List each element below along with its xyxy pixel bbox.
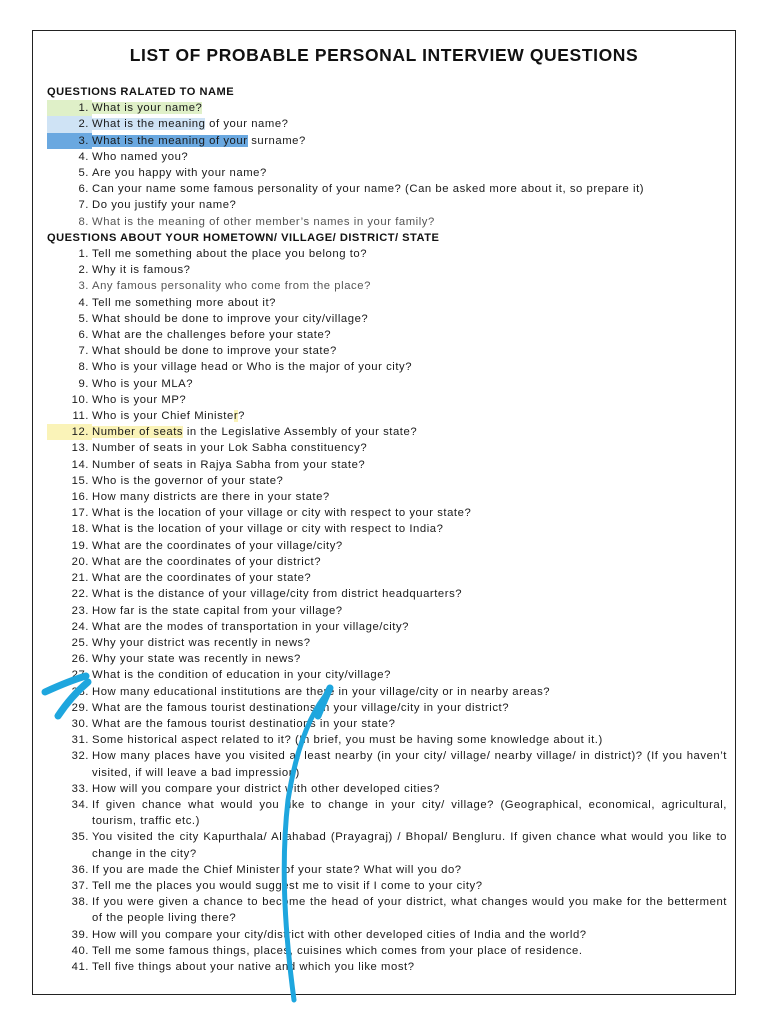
question-item bbox=[47, 732, 727, 748]
question-number: 17. bbox=[71, 507, 89, 520]
question-item bbox=[47, 197, 727, 213]
question-item bbox=[47, 181, 727, 197]
question-text: Tell me something about the place you belong to? bbox=[92, 248, 368, 261]
question-number: 30. bbox=[71, 717, 89, 730]
question-item bbox=[47, 359, 727, 375]
question-number: 2. bbox=[47, 116, 92, 132]
question-item bbox=[47, 862, 727, 878]
question-text: How many educational institutions are there in your village/city or in nearby areas? bbox=[92, 685, 551, 698]
question-text: Are you happy with your name? bbox=[92, 167, 267, 180]
question-text: Number of seats in your Lok Sabha constituency? bbox=[92, 442, 368, 455]
question-text: Tell me some famous things, places, cuisines which comes from your place of residence. bbox=[92, 944, 583, 957]
question-item bbox=[47, 489, 727, 505]
question-text: How will you compare your district with other developed cities? bbox=[92, 782, 440, 795]
question-item bbox=[47, 327, 727, 343]
question-item bbox=[47, 667, 727, 683]
question-number: 12. bbox=[47, 424, 92, 440]
question-number: 41. bbox=[71, 960, 89, 973]
question-number: 6. bbox=[78, 329, 89, 342]
question-item bbox=[47, 959, 727, 975]
question-number: 31. bbox=[71, 734, 89, 747]
question-text: What are the coordinates of your village/city? bbox=[92, 539, 343, 552]
question-item bbox=[47, 797, 727, 829]
question-number: 10. bbox=[71, 393, 89, 406]
question-number: 34. bbox=[71, 798, 89, 811]
text-highlight: r bbox=[233, 410, 239, 423]
question-number: 37. bbox=[71, 879, 89, 892]
question-text: If you were given a chance to become the head of your district, what changes would you make for the betterment of the people living there? bbox=[92, 896, 727, 925]
question-text: How will you compare your city/district with other developed cities of India and the world? bbox=[92, 928, 587, 941]
question-text: How many places have you visited at least nearby (in your city/ village/ nearby village/ in district)? (If you haven’t visited, if will leave a bad impression) bbox=[92, 750, 727, 779]
question-item bbox=[47, 781, 727, 797]
question-item bbox=[47, 376, 727, 392]
question-item bbox=[47, 440, 727, 456]
question-number: 7. bbox=[78, 199, 89, 212]
question-number: 2. bbox=[78, 264, 89, 277]
question-number: 1. bbox=[47, 100, 92, 116]
question-text: Tell five things about your native and which you like most? bbox=[92, 960, 415, 973]
question-number: 1. bbox=[78, 248, 89, 261]
question-number: 8. bbox=[78, 361, 89, 374]
question-item bbox=[47, 473, 727, 489]
question-number: 28. bbox=[71, 685, 89, 698]
question-number: 16. bbox=[71, 491, 89, 504]
question-item bbox=[47, 943, 727, 959]
question-text: What are the modes of transportation in your village/city? bbox=[92, 620, 409, 633]
question-number: 29. bbox=[71, 701, 89, 714]
question-text: What are the famous tourist destinations in your state? bbox=[92, 717, 396, 730]
text-highlight: What is the meaning of your bbox=[92, 134, 248, 147]
question-item bbox=[47, 635, 727, 651]
question-text: Any famous personality who come from the place? bbox=[92, 280, 371, 293]
question-item bbox=[47, 214, 727, 230]
question-number: 32. bbox=[71, 750, 89, 763]
question-text: What is the location of your village or city with respect to your state? bbox=[92, 507, 472, 520]
question-text: Number of seats in the Legislative Assembly of your state? bbox=[92, 426, 418, 439]
question-text: What are the famous tourist destinations in your village/city in your district? bbox=[92, 701, 510, 714]
question-text: How far is the state capital from your village? bbox=[92, 604, 343, 617]
question-text: What is the distance of your village/city from district headquarters? bbox=[92, 588, 463, 601]
question-text: If given chance what would you like to change in your city/ village? (Geographical, economical, agricultural, tourism, traffic etc.) bbox=[92, 798, 727, 828]
question-text: Who is your village head or Who is the major of your city? bbox=[92, 361, 413, 374]
question-text: Do you justify your name? bbox=[92, 199, 237, 212]
document-page bbox=[32, 30, 736, 995]
question-item bbox=[47, 619, 727, 635]
question-number: 27. bbox=[71, 669, 89, 682]
question-number: 36. bbox=[71, 863, 89, 876]
question-item bbox=[47, 457, 727, 473]
page-title: LIST OF PROBABLE PERSONAL INTERVIEW QUESTIONS bbox=[129, 45, 639, 65]
question-number: 4. bbox=[78, 150, 89, 163]
question-item bbox=[47, 262, 727, 278]
question-text: What is the condition of education in your city/village? bbox=[92, 669, 391, 682]
section-heading: QUESTIONS ABOUT YOUR HOMETOWN/ VILLAGE/ DISTRICT/ STATE bbox=[47, 231, 440, 244]
question-text: Number of seats in Rajya Sabha from your state? bbox=[92, 458, 366, 471]
question-text: Why it is famous? bbox=[92, 264, 191, 277]
question-item bbox=[47, 100, 727, 116]
question-item bbox=[47, 603, 727, 619]
question-item bbox=[47, 927, 727, 943]
question-number: 8. bbox=[78, 215, 89, 228]
question-item bbox=[47, 684, 727, 700]
question-number: 25. bbox=[71, 636, 89, 649]
question-item bbox=[47, 748, 727, 780]
question-number: 21. bbox=[71, 572, 89, 585]
question-text bbox=[92, 100, 727, 116]
question-text: Who is the governor of your state? bbox=[92, 474, 284, 487]
question-item bbox=[47, 570, 727, 586]
question-item bbox=[47, 246, 727, 262]
question-item bbox=[47, 554, 727, 570]
question-item bbox=[47, 408, 727, 424]
question-text: Who is your Chief Minister? bbox=[92, 410, 245, 423]
question-item bbox=[47, 700, 727, 716]
question-item bbox=[47, 651, 727, 667]
question-text: What is the meaning of your surname? bbox=[92, 134, 306, 147]
question-number: 18. bbox=[71, 523, 89, 536]
section-heading: QUESTIONS RALATED TO NAME bbox=[47, 86, 235, 98]
question-text: How many districts are there in your state? bbox=[92, 491, 330, 504]
question-item bbox=[47, 149, 727, 165]
question-item bbox=[47, 116, 727, 132]
question-text: Tell me the places you would suggest me to visit if I come to your city? bbox=[92, 879, 483, 892]
question-number: 5. bbox=[78, 167, 89, 180]
question-number: 26. bbox=[71, 653, 89, 666]
question-number: 5. bbox=[78, 312, 89, 325]
question-text: Tell me something more about it? bbox=[92, 296, 276, 309]
question-item bbox=[47, 894, 727, 926]
question-item bbox=[47, 586, 727, 602]
question-text: Can your name some famous personality of your name? (Can be asked more about it, so prepare it) bbox=[92, 183, 645, 196]
text-highlight: What is your name? bbox=[92, 102, 203, 115]
question-number: 3. bbox=[78, 280, 89, 293]
question-number: 35. bbox=[71, 831, 89, 844]
question-number: 13. bbox=[71, 442, 89, 455]
question-number: 14. bbox=[71, 458, 89, 471]
question-item bbox=[47, 311, 727, 327]
question-text: Some historical aspect related to it? (In brief, you must be having some knowledge about it.) bbox=[92, 734, 603, 747]
question-item bbox=[47, 165, 727, 181]
question-number: 15. bbox=[71, 474, 89, 487]
question-text: You visited the city Kapurthala/ Allahabad (Prayagraj) / Bhopal/ Bengluru. If given chance what would you like to change in the city? bbox=[92, 831, 727, 860]
question-number: 24. bbox=[71, 620, 89, 633]
question-text: Who named you? bbox=[92, 150, 189, 163]
question-number: 11. bbox=[72, 410, 89, 423]
question-number: 22. bbox=[71, 588, 89, 601]
question-number: 9. bbox=[78, 377, 89, 390]
question-list bbox=[47, 84, 727, 975]
text-highlight: Number of seats bbox=[92, 426, 184, 439]
question-number: 39. bbox=[71, 928, 89, 941]
question-text: What is the meaning of your name? bbox=[92, 118, 289, 131]
question-number: 38. bbox=[71, 896, 89, 909]
question-item bbox=[47, 278, 727, 294]
question-number: 3. bbox=[47, 133, 92, 149]
question-text: What is the location of your village or city with respect to India? bbox=[92, 523, 444, 536]
question-text: Why your state was recently in news? bbox=[92, 653, 301, 666]
question-item bbox=[47, 829, 727, 861]
question-text: What are the coordinates of your state? bbox=[92, 572, 312, 585]
question-text: If you are made the Chief Minister of your state? What will you do? bbox=[92, 863, 462, 876]
question-number: 4. bbox=[78, 296, 89, 309]
question-item bbox=[47, 343, 727, 359]
question-text: Who is your MLA? bbox=[92, 377, 194, 390]
question-item bbox=[47, 392, 727, 408]
question-text: Who is your MP? bbox=[92, 393, 187, 406]
question-number: 6. bbox=[78, 183, 89, 196]
question-number: 23. bbox=[71, 604, 89, 617]
question-text: What should be done to improve your city/village? bbox=[92, 312, 369, 325]
question-text: What should be done to improve your state? bbox=[92, 345, 337, 358]
question-number: 33. bbox=[71, 782, 89, 795]
question-text: What are the challenges before your state? bbox=[92, 329, 332, 342]
question-item bbox=[47, 538, 727, 554]
question-item bbox=[47, 505, 727, 521]
question-item bbox=[47, 878, 727, 894]
question-number: 40. bbox=[71, 944, 89, 957]
question-text: What are the coordinates of your district? bbox=[92, 555, 322, 568]
question-item bbox=[47, 716, 727, 732]
question-item bbox=[47, 133, 727, 149]
question-text: What is the meaning of other member’s names in your family? bbox=[92, 215, 435, 228]
question-text: Why your district was recently in news? bbox=[92, 636, 311, 649]
question-number: 7. bbox=[78, 345, 89, 358]
text-highlight: What is the meaning bbox=[92, 118, 206, 131]
question-item bbox=[47, 295, 727, 311]
question-item bbox=[47, 521, 727, 537]
question-item bbox=[47, 424, 727, 440]
question-number: 20. bbox=[71, 555, 89, 568]
question-number: 19. bbox=[71, 539, 89, 552]
